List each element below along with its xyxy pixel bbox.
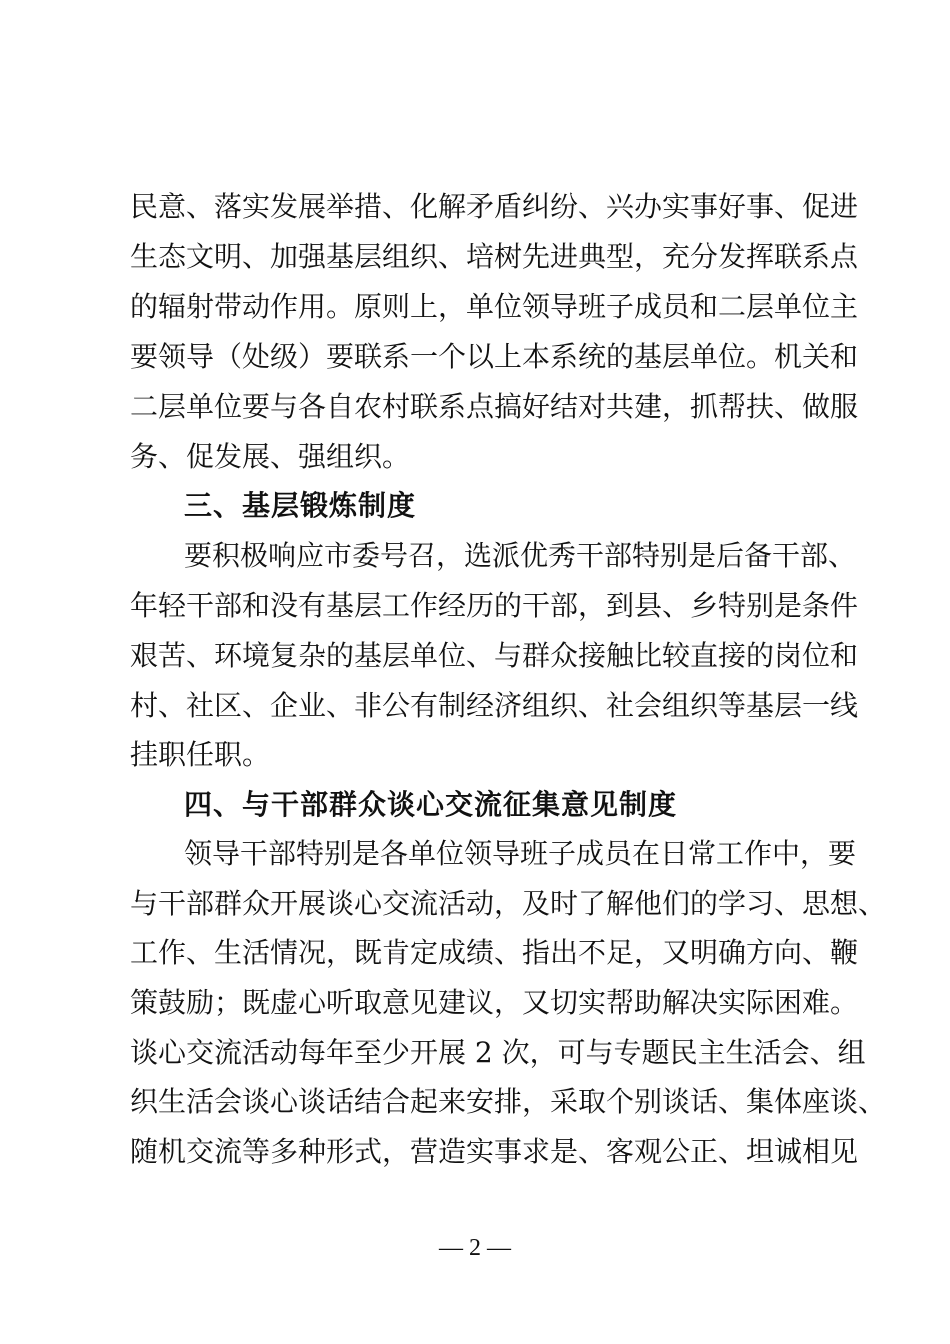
paragraph-line: 民意、落实发展举措、化解矛盾纠纷、兴办实事好事、促进 <box>130 190 859 223</box>
paragraph-line: 村、社区、企业、非公有制经济组织、社会组织等基层一线 <box>130 689 859 722</box>
paragraph-line: 年轻干部和没有基层工作经历的干部，到县、乡特别是条件 <box>130 589 859 622</box>
section-heading: 四、与干部群众谈心交流征集意见制度 <box>184 788 678 821</box>
paragraph-line: 与干部群众开展谈心交流活动，及时了解他们的学习、思想、 <box>130 887 887 920</box>
paragraph-line: 工作、生活情况，既肯定成绩、指出不足，又明确方向、鞭 <box>130 936 859 969</box>
paragraph-line: 要领导（处级）要联系一个以上本系统的基层单位。机关和 <box>130 340 859 373</box>
section-heading: 三、基层锻炼制度 <box>184 489 417 522</box>
paragraph-line: 领导干部特别是各单位领导班子成员在日常工作中，要 <box>184 837 857 870</box>
paragraph-line: 随机交流等多种形式，营造实事求是、客观公正、坦诚相见 <box>130 1135 859 1168</box>
paragraph-line: 艰苦、环境复杂的基层单位、与群众接触比较直接的岗位和 <box>130 639 859 672</box>
page-number: — 2 — <box>439 1235 511 1261</box>
paragraph-line: 生态文明、加强基层组织、培树先进典型，充分发挥联系点 <box>130 240 859 273</box>
paragraph-line: 要积极响应市委号召，选派优秀干部特别是后备干部、 <box>184 539 857 572</box>
paragraph-line: 二层单位要与各自农村联系点搞好结对共建，抓帮扶、做服 <box>130 390 859 423</box>
paragraph-line: 谈心交流活动每年至少开展 2 次，可与专题民主生活会、组 <box>130 1036 866 1069</box>
paragraph-line: 的辐射带动作用。原则上，单位领导班子成员和二层单位主 <box>130 290 859 323</box>
paragraph-line: 策鼓励；既虚心听取意见建议，又切实帮助解决实际困难。 <box>130 986 859 1019</box>
paragraph-line: 挂职任职。 <box>130 738 271 771</box>
paragraph-line: 务、促发展、强组织。 <box>130 440 411 473</box>
paragraph-line: 织生活会谈心谈话结合起来安排，采取个别谈话、集体座谈、 <box>130 1085 887 1118</box>
